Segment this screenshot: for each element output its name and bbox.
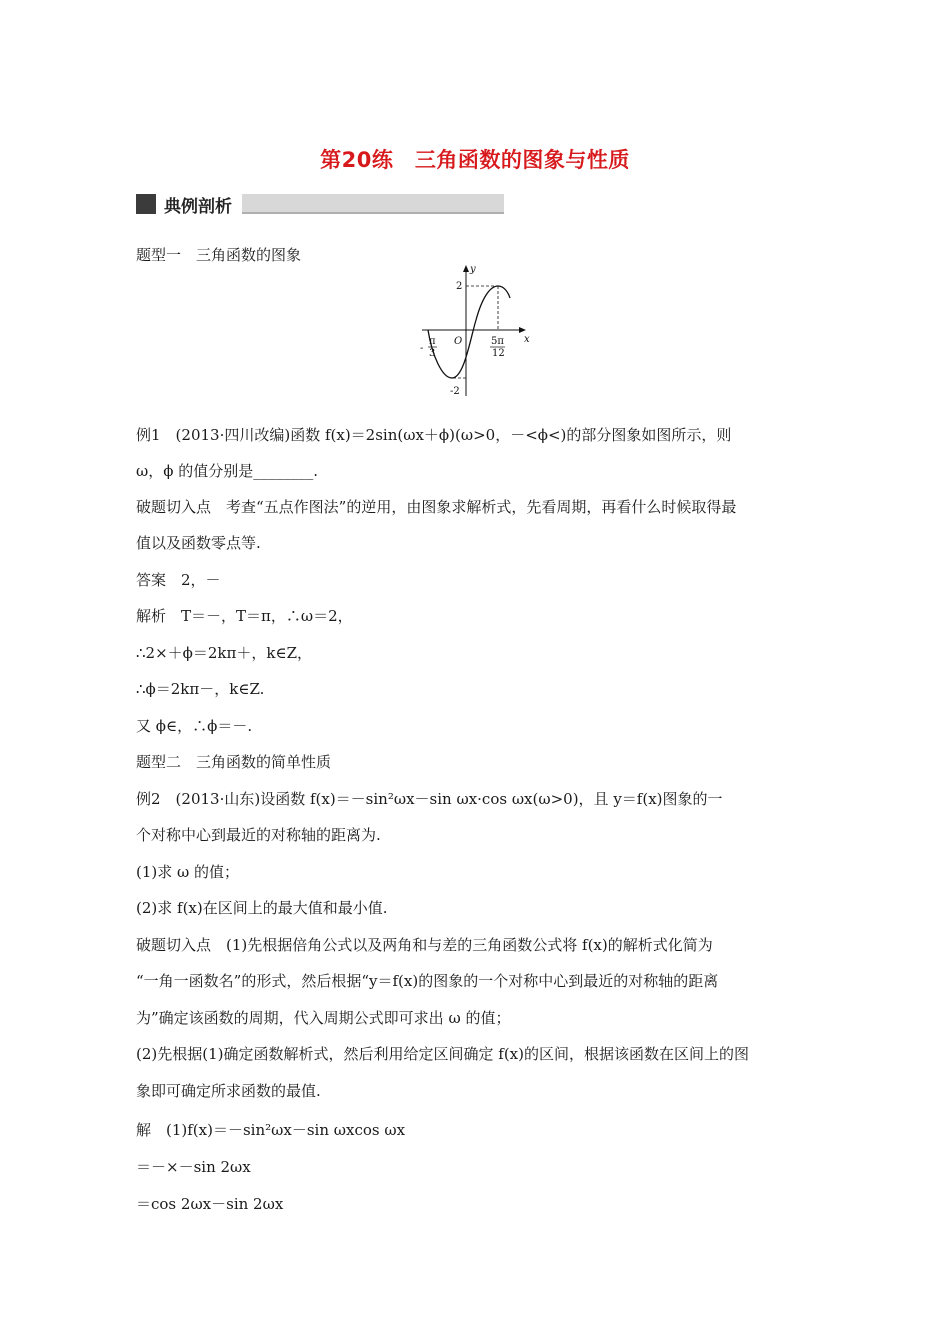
entry-point-2-line-3: 为”确定该函数的周期，代入周期公式即可求出 ω 的值； — [136, 1009, 511, 1027]
analysis-1-line-2: ∴2×＋ϕ＝2kπ＋，k∈Z， — [136, 644, 312, 662]
solution-line-3: ＝cos 2ωx－sin 2ωx — [136, 1195, 284, 1213]
analysis-1-line-1: 解析 T＝－，T＝π，∴ω＝2， — [136, 607, 353, 625]
example-2-line-2: 个对称中心到最近的对称轴的距离为. — [136, 826, 381, 844]
example-1-line-2: ω，ϕ 的值分别是________. — [136, 462, 318, 480]
solution-line-1: 解 (1)f(x)＝－sin²ωx－sin ωxcos ωx — [136, 1121, 406, 1139]
left-tick-minus: - — [420, 343, 424, 354]
example-1-line-1: 例1 (2013·四川改编)函数 f(x)＝2sin(ωx＋ϕ)(ω>0，－<ϕ<)的部分图象如图所示，则 — [136, 426, 732, 444]
section-header — [136, 192, 504, 216]
example-2-line-1: 例2 (2013·山东)设函数 f(x)＝－sin²ωx－sin ωx·cos ωx(ω>0)，且 y＝f(x)图象的一 — [136, 790, 723, 808]
example-2-question-2: (2)求 f(x)在区间上的最大值和最小值. — [136, 899, 388, 917]
entry-point-2-line-5: 象即可确定所求函数的最值. — [136, 1082, 321, 1100]
right-tick-numerator: 5π — [491, 336, 504, 347]
right-tick-denominator: 12 — [492, 348, 505, 359]
y-axis-arrow-icon — [463, 265, 469, 272]
left-tick-denominator: 3 — [429, 348, 436, 359]
topic-heading-1: 题型一 三角函数的图象 — [136, 246, 302, 264]
y-min-label: -2 — [450, 386, 460, 397]
origin-label: O — [454, 336, 463, 347]
example-2-question-1: (1)求 ω 的值； — [136, 863, 240, 881]
analysis-1-line-3: ∴ϕ＝2kπ－，k∈Z. — [136, 680, 265, 698]
left-tick-numerator: π — [429, 336, 436, 347]
solution-line-2: ＝－×－sin 2ωx — [136, 1158, 251, 1176]
sine-graph — [414, 260, 544, 400]
entry-point-2-line-1: 破题切入点 (1)先根据倍角公式以及两角和与差的三角函数公式将 f(x)的解析式化简为 — [136, 936, 713, 954]
entry-point-1-line-1: 破题切入点 考查“五点作图法”的逆用，由图象求解析式，先看周期，再看什么时候取得最 — [136, 498, 737, 516]
entry-point-2-line-2: “一角一函数名”的形式，然后根据“y＝f(x)的图象的一个对称中心到最近的对称轴的距离 — [136, 972, 719, 990]
x-axis-arrow-icon — [519, 327, 526, 333]
entry-point-2-line-4: (2)先根据(1)确定函数解析式，然后利用给定区间确定 f(x)的区间，根据该函数在区间上的图 — [136, 1045, 749, 1063]
section-square-icon — [136, 194, 156, 214]
entry-point-1-line-2: 值以及函数零点等. — [136, 534, 261, 552]
sine-curve — [428, 286, 510, 378]
y-axis-label: y — [470, 264, 476, 275]
section-bar — [242, 194, 504, 214]
page-title: 第20练 三角函数的图象与性质 — [320, 148, 630, 172]
topic-heading-2: 题型二 三角函数的简单性质 — [136, 753, 332, 771]
answer-1: 答案 2，－ — [136, 571, 221, 589]
y-max-label: 2 — [456, 281, 463, 292]
x-axis-label: x — [524, 334, 530, 345]
analysis-1-line-4: 又 ϕ∈，∴ϕ＝－. — [136, 717, 253, 735]
section-label: 典例剖析 — [164, 196, 232, 217]
